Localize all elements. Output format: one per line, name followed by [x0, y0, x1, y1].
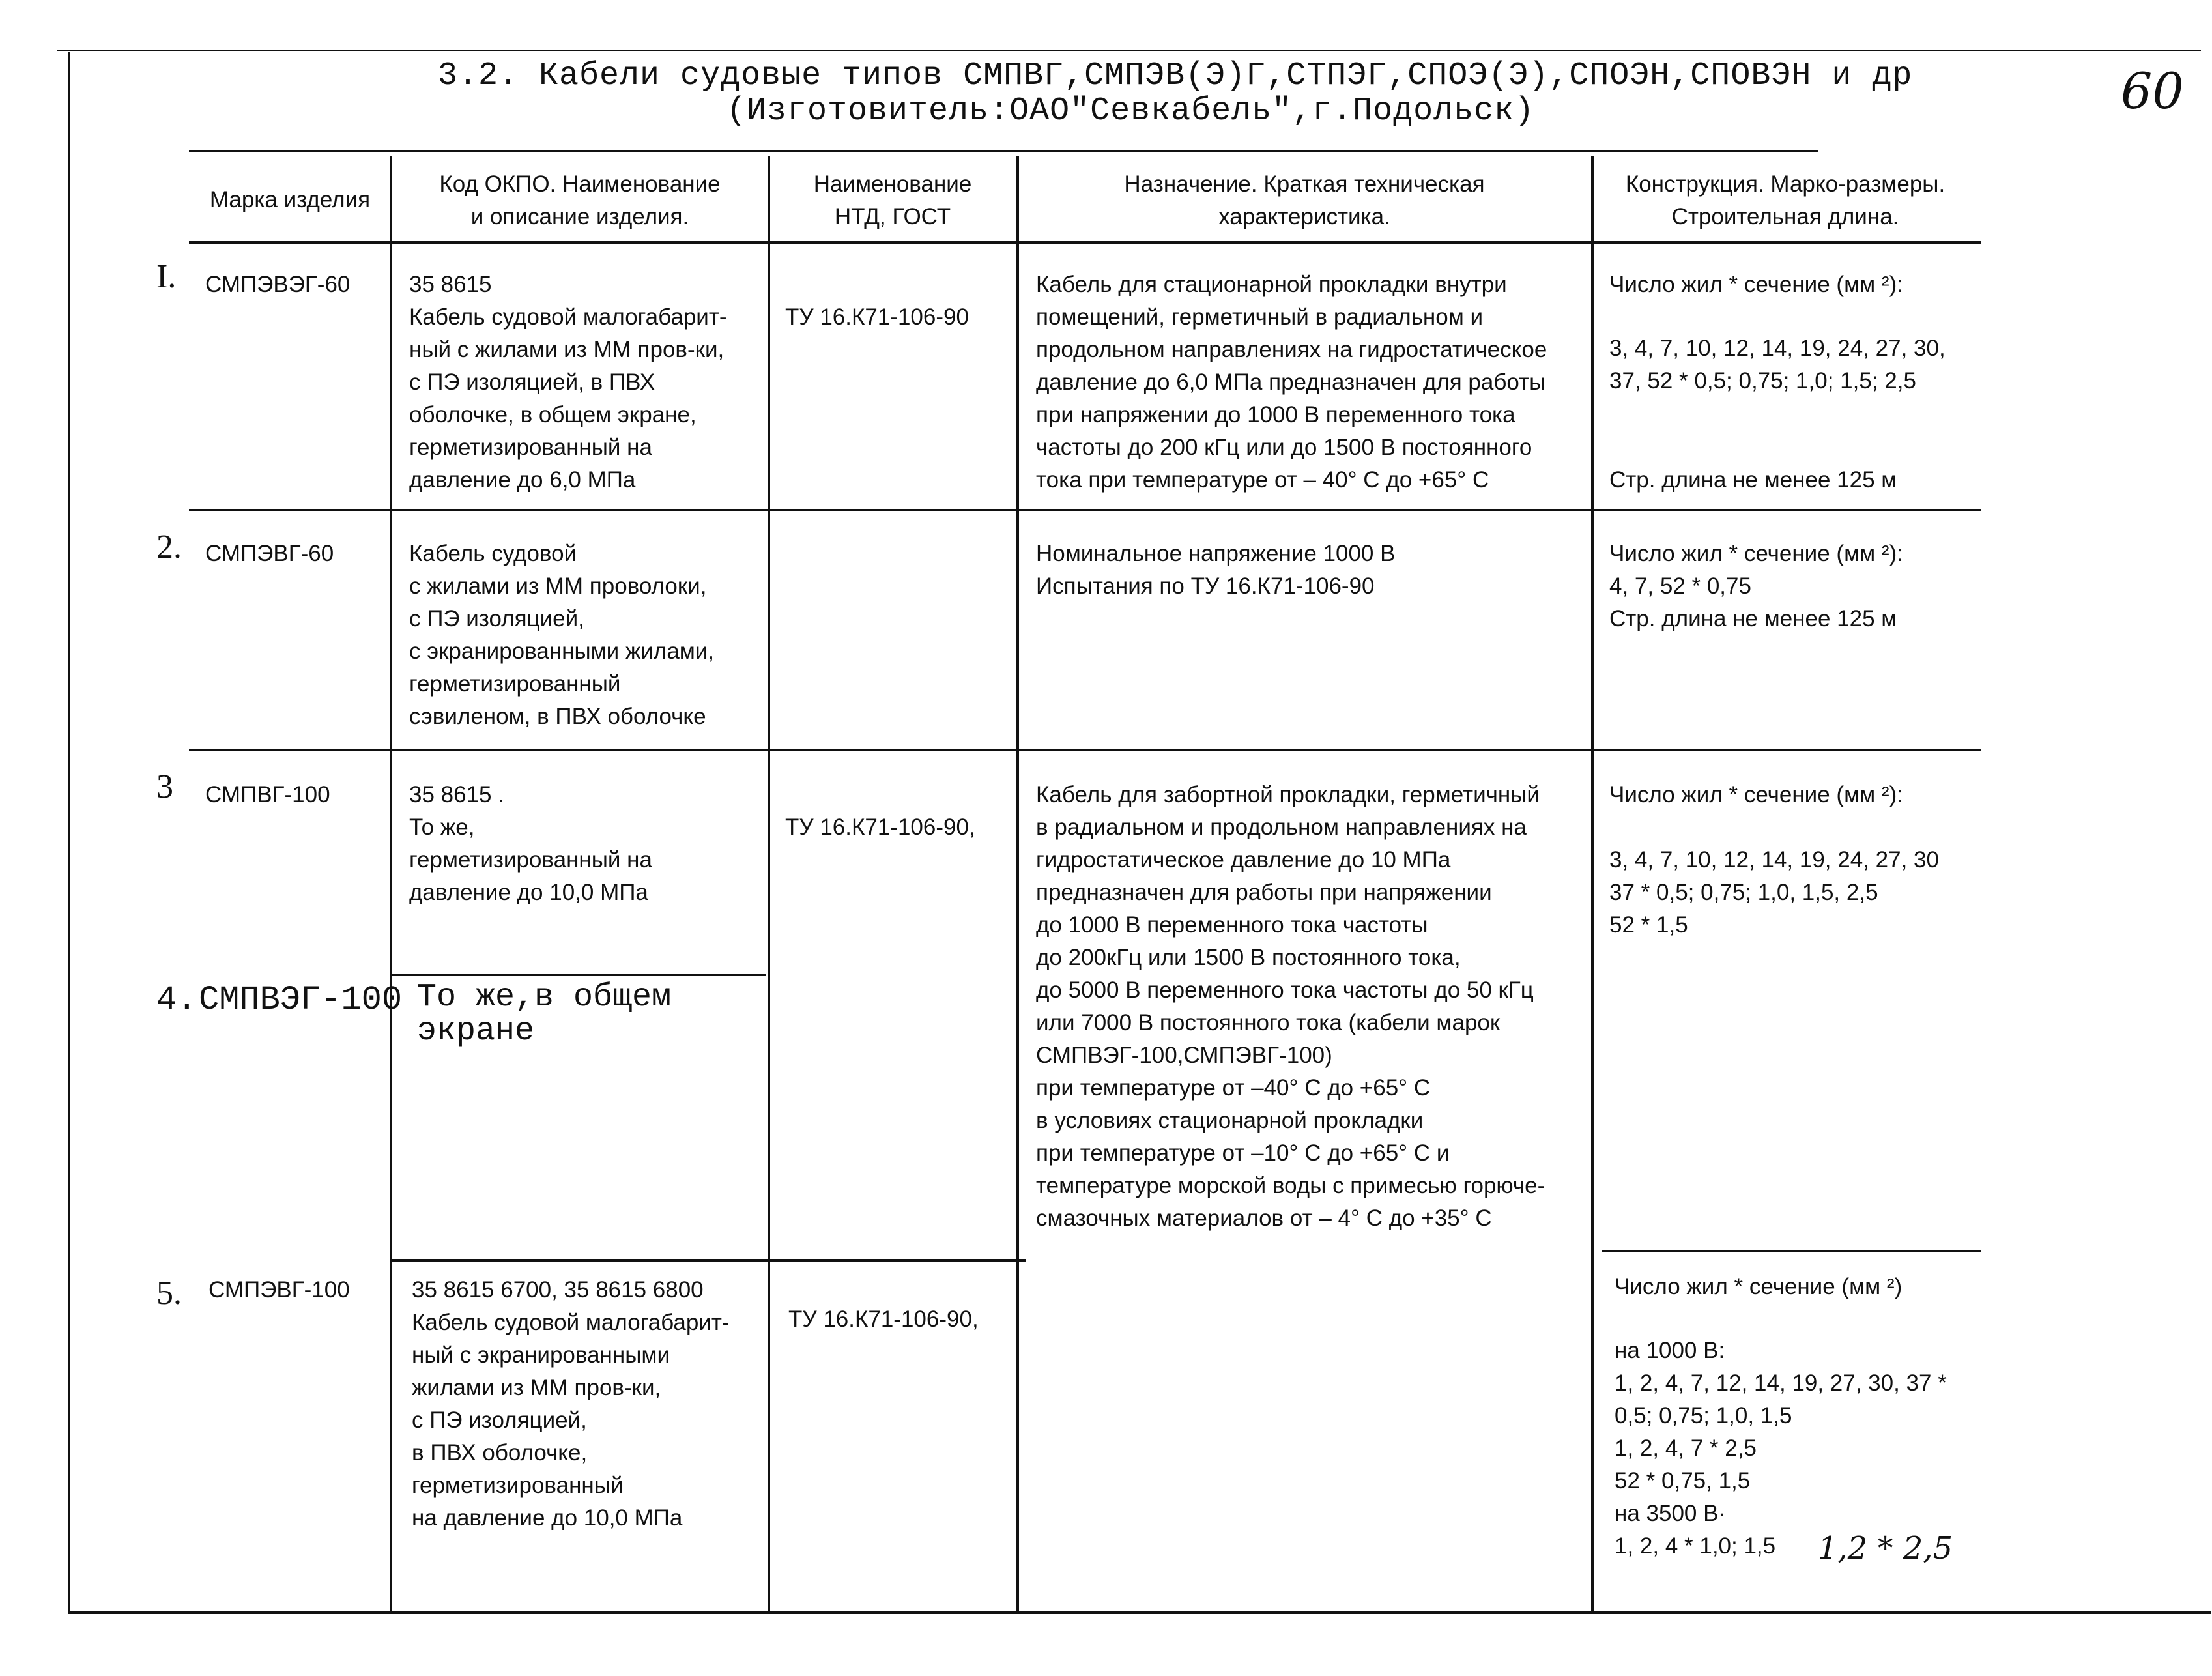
row-1-construction-sizes: 3, 4, 7, 10, 12, 14, 19, 24, 27, 30, 37, 52 * 0,5; 0,75; 1,0; 1,5; 2,5 [1609, 336, 1946, 394]
page-number: 60 [2121, 62, 2184, 120]
header-mark: Марка изделия [209, 187, 371, 212]
row-5-construction-label: Число жил * сечение (мм ²) [1615, 1274, 1903, 1299]
page-title: 3.2. Кабели судовые типов СМПВГ,СМПЭВ(Э)Г,СТПЭГ,СПОЭ(Э),СПОЭН,СПОВЭН и др [438, 57, 1913, 94]
col-line-2 [768, 156, 770, 1613]
row-3-construction-label: Число жил * сечение (мм ²): [1609, 782, 1903, 807]
row-5-ntd: ТУ 16.К71-106-90, [788, 1307, 979, 1332]
row-1-mark: СМПЭВЭГ-60 [205, 272, 351, 297]
row-2-construction: Число жил * сечение (мм ²): 4, 7, 52 * 0,75 Стр. длина не менее 125 м [1609, 541, 1903, 631]
row-4-mark: СМПВЭГ-100 [199, 981, 403, 1019]
row-5-okpo: 35 8615 6700, 35 8615 6800 Кабель судовой малогабарит- ный с экранированными жилами из ММ пров-ки, с ПЭ изоляцией, в ПВХ оболочке, герметизированный на давление до 10,0 МПа [412, 1277, 730, 1531]
left-border [68, 52, 70, 1613]
col-line-1 [390, 156, 392, 1613]
top-border [57, 50, 2201, 51]
row-5-handwritten-note: 1,2 * 2,5 [1818, 1530, 1953, 1567]
row-2-number: 2. [156, 528, 182, 566]
row-2-mark: СМПЭВГ-60 [205, 541, 334, 566]
col-line-4 [1591, 156, 1594, 1613]
row-4-number: 4. [156, 981, 197, 1019]
header-okpo: Код ОКПО. Наименование и описание изделия. [439, 171, 721, 229]
row-5-number: 5. [156, 1275, 182, 1312]
row-divider-4 [391, 1259, 1026, 1262]
col-line-3 [1016, 156, 1019, 1613]
row-4-okpo: То же,в общем экране [417, 979, 672, 1050]
header-top-line [189, 150, 1818, 152]
row-divider-3 [391, 974, 766, 976]
row-divider-1 [189, 509, 1981, 511]
header-purpose: Назначение. Краткая техническая характеристика. [1124, 171, 1485, 229]
row-1-purpose: Кабель для стационарной прокладки внутри помещений, герметичный в радиальном и продольном направлениях на гидростатическое давление до 6,0 МПа предназначен для работы при напряжении до 1000 В переменного тока частоты до 200 кГц или до 1500 В постоянного тока при температуре от – 40° С до +65° С [1036, 272, 1547, 493]
row-2-okpo: Кабель судовой с жилами из ММ проволоки, с ПЭ изоляцией, с экранированными жилами, герметизированный сэвиленом, в ПВХ оболочке [409, 541, 715, 729]
header-construction: Конструкция. Марко-размеры. Строительная длина. [1625, 171, 1946, 229]
row-3-mark: СМПВГ-100 [205, 782, 330, 807]
row-1-ntd: ТУ 16.К71-106-90 [785, 304, 969, 330]
row-1-construction-label: Число жил * сечение (мм ²): [1609, 272, 1903, 297]
row-3-construction-sizes: 3, 4, 7, 10, 12, 14, 19, 24, 27, 30 37 * 0,5; 0,75; 1,0, 1,5, 2,5 52 * 1,5 [1609, 847, 1939, 938]
row-5-construction-sizes: на 1000 В: 1, 2, 4, 7, 12, 14, 19, 27, 30, 37 * 0,5; 0,75; 1,0, 1,5 1, 2, 4, 7 * 2,5 52 * 0,75, 1,5 на 3500 В· 1, 2, 4 * 1,0; 1,5 [1615, 1338, 1947, 1559]
page-subtitle: (Изготовитель:ОАО"Севкабель",г.Подольск) [726, 93, 1535, 130]
row-2-purpose: Номинальное напряжение 1000 В Испытания по ТУ 16.К71-106-90 [1036, 541, 1396, 599]
header-bottom-line [189, 241, 1981, 244]
row-3-number: 3 [156, 768, 173, 805]
row-3-okpo: 35 8615 . То же, герметизированный на давление до 10,0 МПа [409, 782, 652, 905]
row-divider-5 [1602, 1250, 1981, 1252]
header-ntd: Наименование НТД, ГОСТ [813, 171, 972, 229]
row-3-ntd: ТУ 16.К71-106-90, [785, 815, 975, 840]
row-3-purpose: Кабель для забортной прокладки, герметичный в радиальном и продольном направлениях на гидростатическое давление до 10 МПа предназначен для работы при напряжении до 1000 В переменного тока частоты до 200кГц или 1500 В постоянного тока, до 5000 В переменного тока частоты до 50 кГц или 7000 В постоянного тока (кабели марок СМПВЭГ-100,СМПЭВГ-100) при температуре от –40° С до +65° С в условиях стационарной прокладки при температуре от –10° С до +65° С и температуре морской воды с примесью горюче- смазочных материалов от – 4° С до +35° С [1036, 782, 1545, 1231]
row-1-number: I. [156, 258, 177, 295]
row-1-construction-length: Стр. длина не менее 125 м [1609, 467, 1897, 493]
row-5-mark: СМПЭВГ-100 [208, 1277, 350, 1303]
row-divider-2 [189, 749, 1981, 751]
row-1-okpo: 35 8615 Кабель судовой малогабарит- ный с жилами из ММ пров-ки, с ПЭ изоляцией, в ПВХ оболочке, в общем экране, герметизированный на давление до 6,0 МПа [409, 272, 727, 493]
